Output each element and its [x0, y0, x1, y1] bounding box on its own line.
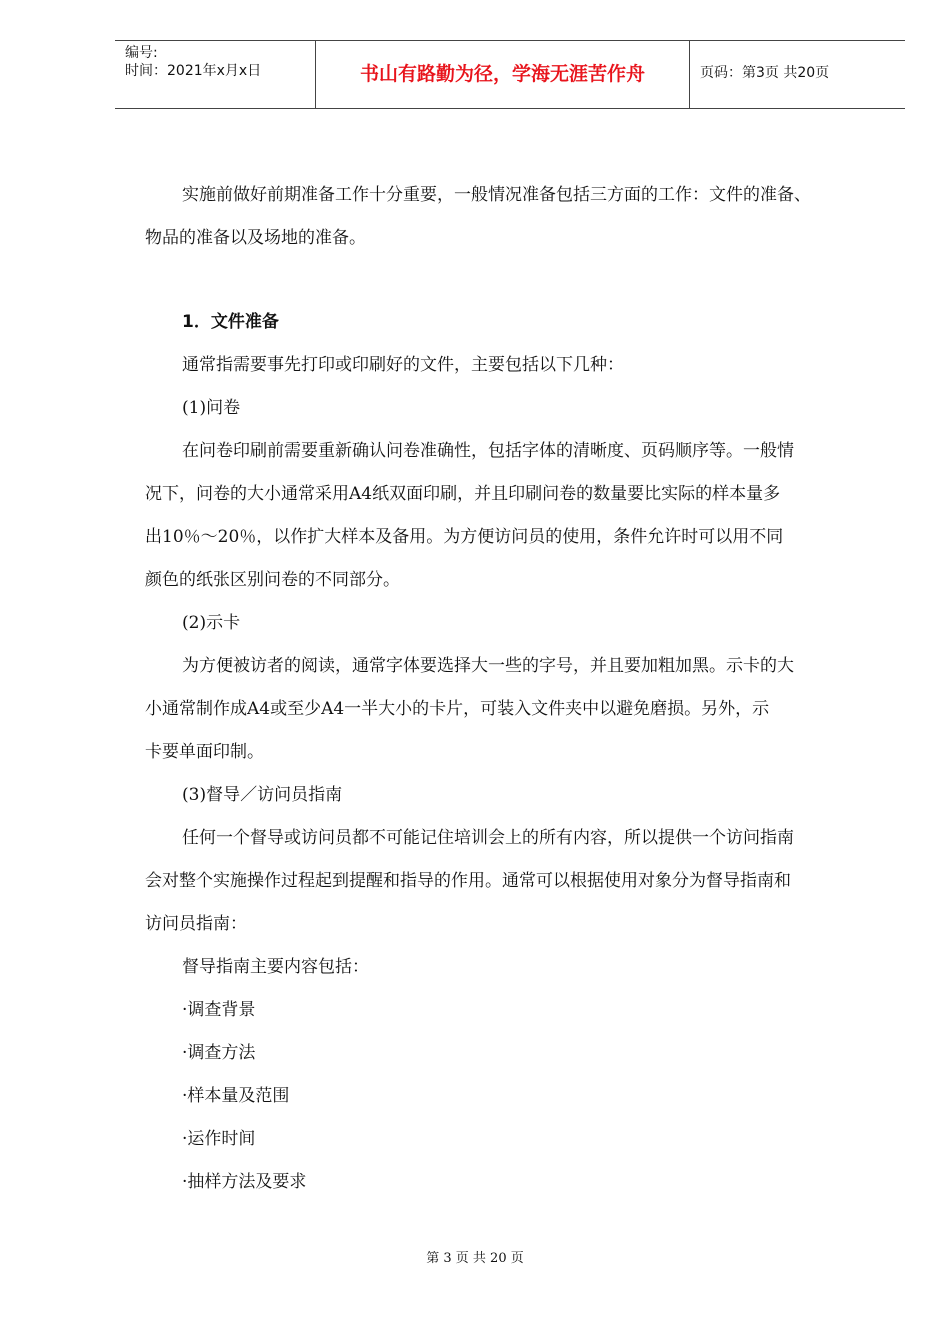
number-label: 编号: — [125, 45, 158, 61]
motto: 书山有路勤为径，学海无涯苦作舟 — [359, 63, 645, 85]
header-motto-cell — [316, 41, 690, 108]
paragraph-line: 会对整个实施操作过程起到提醒和指导的作用。通常可以根据使用对象分为督导指南和 — [145, 871, 791, 891]
header-meta-cell — [115, 41, 316, 108]
paragraph-line: 访问员指南： — [145, 914, 247, 934]
paragraph-line: 为方便被访者的阅读，通常字体要选择大一些的字号，并且要加粗加黑。示卡的大 — [182, 656, 794, 676]
paragraph-line: 颜色的纸张区别问卷的不同部分。 — [145, 570, 400, 590]
intro-line: 实施前做好前期准备工作十分重要，一般情况准备包括三方面的工作：文件的准备、 — [182, 185, 811, 205]
paragraph-line: 小通常制作成A4或至少A4一半大小的卡片，可装入文件夹中以避免磨损。另外，示 — [145, 699, 770, 719]
paragraph-line: 在问卷印刷前需要重新确认问卷准确性，包括字体的清晰度、页码顺序等。一般情 — [182, 441, 794, 461]
page-header — [115, 40, 905, 109]
section-intro: 通常指需要事先打印或印刷好的文件，主要包括以下几种： — [182, 355, 624, 375]
section-title: 1．文件准备 — [182, 312, 279, 332]
list-item: ·运作时间 — [182, 1129, 256, 1149]
paragraph-line: 卡要单面印制。 — [145, 742, 264, 762]
paragraph-line: 出10％～20％，以作扩大样本及备用。为方便访问员的使用，条件允许时可以用不同 — [145, 527, 784, 547]
item-title: (3)督导／访问员指南 — [182, 785, 343, 805]
list-item: ·抽样方法及要求 — [182, 1172, 307, 1192]
time-label: 时间：2021年x月x日 — [125, 63, 262, 79]
header-page-cell — [690, 41, 905, 108]
page-footer — [0, 1247, 950, 1266]
footer-page-number: 第 3 页 共 20 页 — [426, 1251, 524, 1266]
guide-intro: 督导指南主要内容包括： — [182, 957, 369, 977]
item-title: (2)示卡 — [182, 613, 241, 633]
paragraph-line: 况下，问卷的大小通常采用A4纸双面印刷，并且印刷问卷的数量要比实际的样本量多 — [145, 484, 781, 504]
intro-line: 物品的准备以及场地的准备。 — [145, 228, 366, 248]
page-label: 页码：第3页 共20页 — [700, 65, 830, 81]
list-item: ·调查背景 — [182, 1000, 256, 1020]
list-item: ·样本量及范围 — [182, 1086, 290, 1106]
paragraph-line: 任何一个督导或访问员都不可能记住培训会上的所有内容，所以提供一个访问指南 — [182, 828, 794, 848]
list-item: ·调查方法 — [182, 1043, 256, 1063]
item-title: (1)问卷 — [182, 398, 241, 418]
